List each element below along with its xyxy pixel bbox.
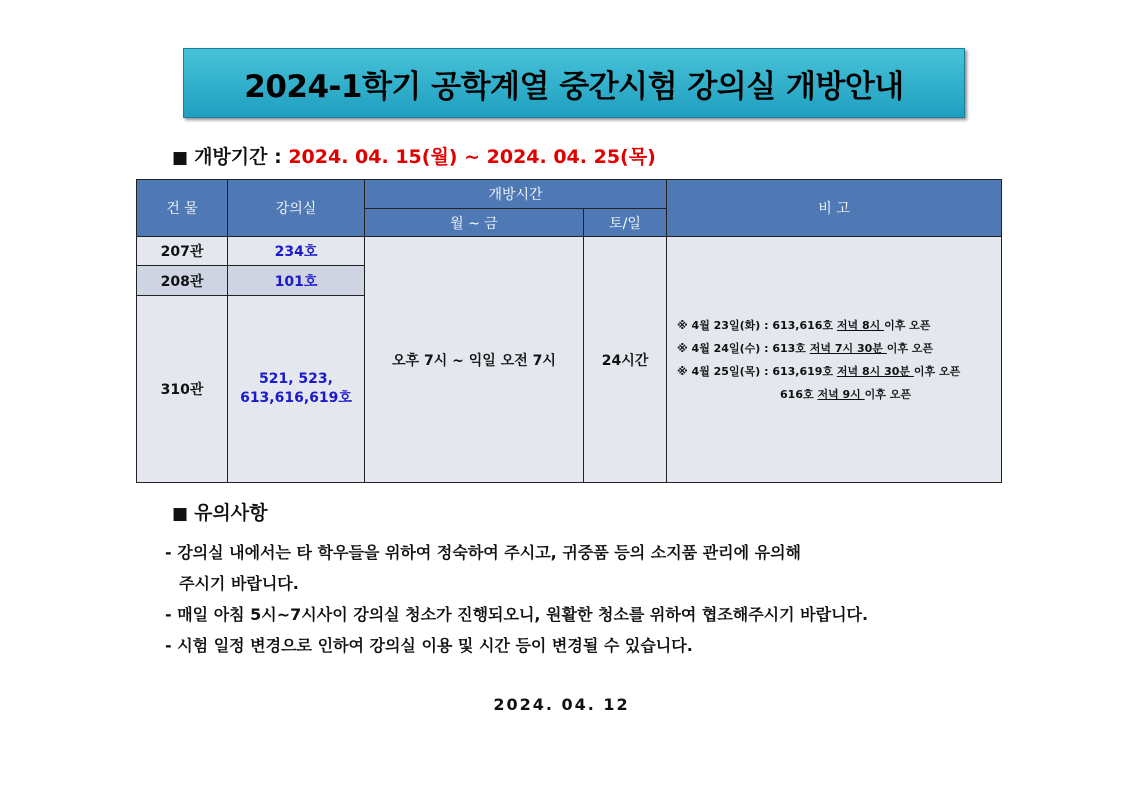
header-building: 건 물 (137, 180, 228, 237)
caution-item-continued: 주시기 바랍니다. (179, 574, 299, 593)
header-weekday: 월 ~ 금 (365, 209, 584, 237)
remark-line: ※ 4월 25일(목) : 613,619호 저녁 8시 30분 이후 오픈 (677, 364, 961, 378)
remarks-cell (667, 237, 1002, 483)
square-bullet-icon: ■ (172, 504, 189, 524)
header-weekend: 토/일 (584, 209, 667, 237)
schedule-table (136, 179, 1002, 483)
caution-item: - 강의실 내에서는 타 학우들을 위하여 정숙하여 주시고, 귀중품 등의 소지품 관리에 유의해 (165, 543, 801, 562)
room-cell: 234호 (228, 237, 365, 266)
weekend-hours: 24시간 (584, 237, 667, 483)
header-remarks: 비 고 (667, 180, 1002, 237)
table-row (137, 237, 1002, 266)
remark-line: ※ 4월 23일(화) : 613,616호 저녁 8시 이후 오픈 (677, 318, 931, 332)
caution-item: - 시험 일정 변경으로 인하여 강의실 이용 및 시간 등이 변경될 수 있습니다. (165, 636, 693, 655)
building-cell: 310관 (137, 296, 228, 483)
remark-line: 616호 저녁 9시 이후 오픈 (780, 387, 911, 401)
square-bullet-icon: ■ (172, 148, 189, 168)
period-label: 개방기간 : (194, 146, 282, 168)
issue-date: 2024. 04. 12 (493, 695, 630, 714)
caution-list (165, 537, 1015, 661)
room-cell: 101호 (228, 266, 365, 296)
remark-line: ※ 4월 24일(수) : 613호 저녁 7시 30분 이후 오픈 (677, 341, 934, 355)
period-value: 2024. 04. 15(월) ~ 2024. 04. 25(목) (288, 146, 656, 168)
room-line: 521, 523, (259, 371, 333, 388)
open-period (172, 142, 656, 169)
caution-item: - 매일 아침 5시~7시사이 강의실 청소가 진행되오니, 원활한 청소를 위하여 협조해주시기 바랍니다. (165, 605, 869, 624)
page-title: 2024-1학기 공학계열 중간시험 강의실 개방안내 (183, 48, 965, 118)
room-cell (228, 296, 365, 483)
header-open-time: 개방시간 (365, 180, 667, 209)
caution-title: 유의사항 (194, 502, 268, 524)
header-room: 강의실 (228, 180, 365, 237)
caution-heading (172, 498, 267, 525)
room-line: 613,616,619호 (240, 390, 352, 407)
building-cell: 208관 (137, 266, 228, 296)
weekday-hours: 오후 7시 ~ 익일 오전 7시 (365, 237, 584, 483)
building-cell: 207관 (137, 237, 228, 266)
